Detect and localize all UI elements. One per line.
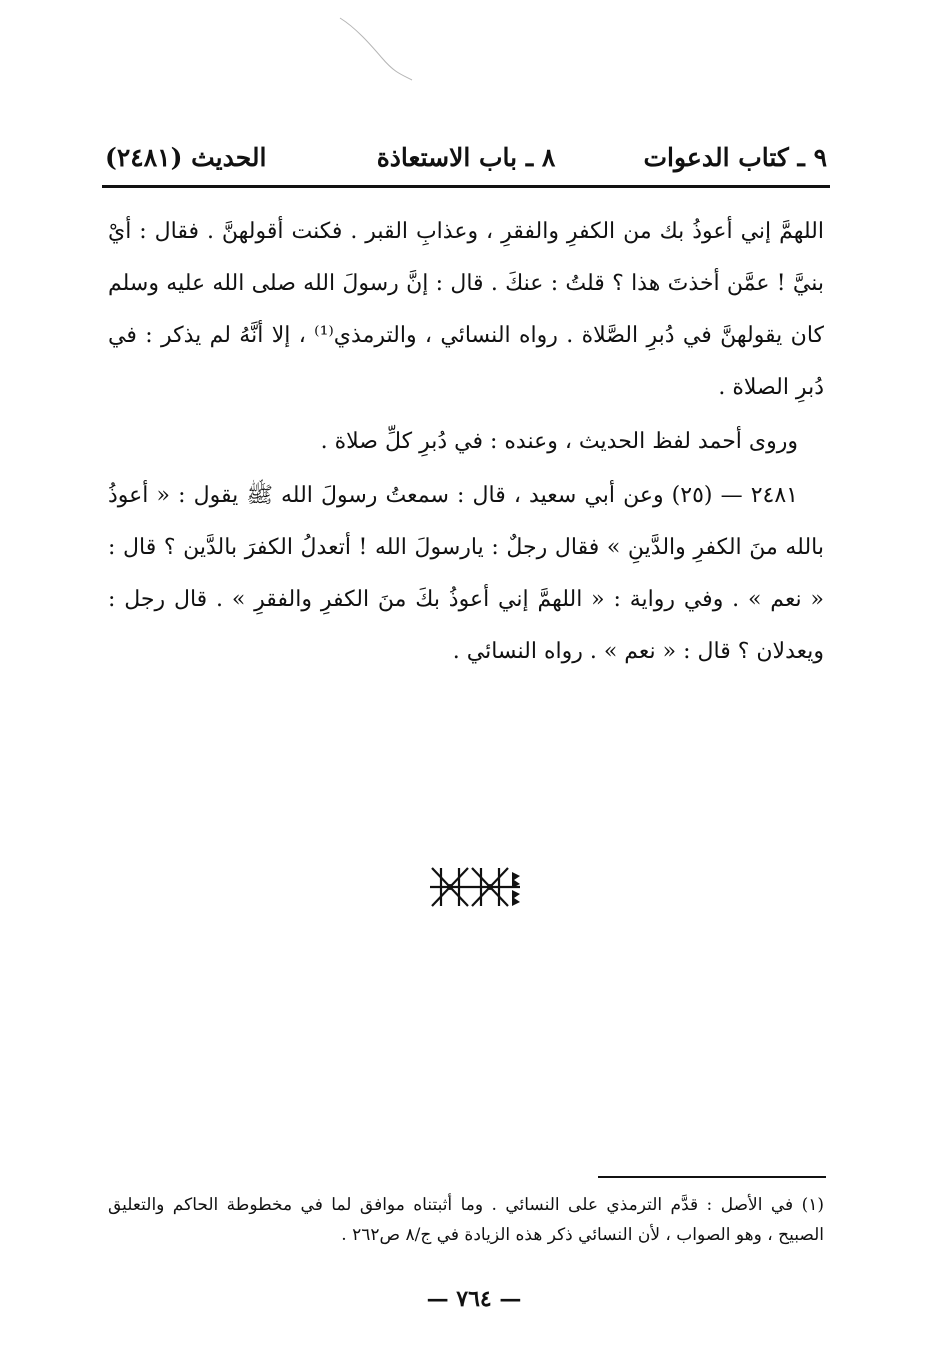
- paragraph-1: اللهمَّ إني أعوذُ بك من الكفرِ والفقرِ ، وعذابِ القبر . فكنت أقولهنَّ . فقال : أيْ بنيَّ ! عمَّن أخذتَ هذا ؟ قلتُ : عنكَ . قال : إنَّ رسولَ الله صلى الله عليه وسلم كان يقولهنَّ في دُبرِ الصَّلاة . رواه النسائي ، والترمذي⁽¹⁾ ، إلا أنَّهُ لم يذكر : في دُبرِ الصلاة .: [108, 219, 824, 400]
- book-title: ٩ ـ كتاب الدعوات: [643, 143, 827, 172]
- main-text: [108, 206, 824, 678]
- footnote: [108, 1190, 824, 1250]
- chapter-title: ٨ ـ باب الاستعاذة: [376, 143, 556, 172]
- paragraph-2: وروى أحمد لفظ الحديث ، وعنده : في دُبرِ كلِّ صلاة .: [320, 429, 798, 454]
- scan-artifact-mark: [336, 14, 416, 84]
- footnote-text: (١) في الأصل : قدَّم الترمذي على النسائي . وما أثبتناه موافق لما في مخطوطة الحاكم والتعليق الصبيح ، وهو الصواب ، لأن النسائي ذكر هذه الزيادة في ج/٨ ص٢٦٢ .: [108, 1195, 824, 1245]
- running-header: [105, 140, 827, 180]
- floral-ornament-icon: [428, 862, 522, 912]
- header-divider: [102, 185, 830, 188]
- footnote-divider: [598, 1176, 826, 1178]
- paragraph-3: ٢٤٨١ — (٢٥) وعن أبي سعيد ، قال : سمعتُ رسولَ الله ﷺ يقول : « أعوذُ بالله منَ الكفرِ والدَّينِ » فقال رجلٌ : يارسولَ الله ! أتعدلُ الكفرَ بالدَّين ؟ قال : « نعم » . وفي رواية : « اللهمَّ إني أعوذُ بكَ منَ الكفرِ والفقرِ » . قال رجل : ويعدلان ؟ قال : « نعم » . رواه النسائي .: [108, 483, 824, 664]
- hadith-reference: الحديث (٢٤٨١): [105, 143, 267, 172]
- page-number: — ٧٦٤ —: [426, 1286, 522, 1312]
